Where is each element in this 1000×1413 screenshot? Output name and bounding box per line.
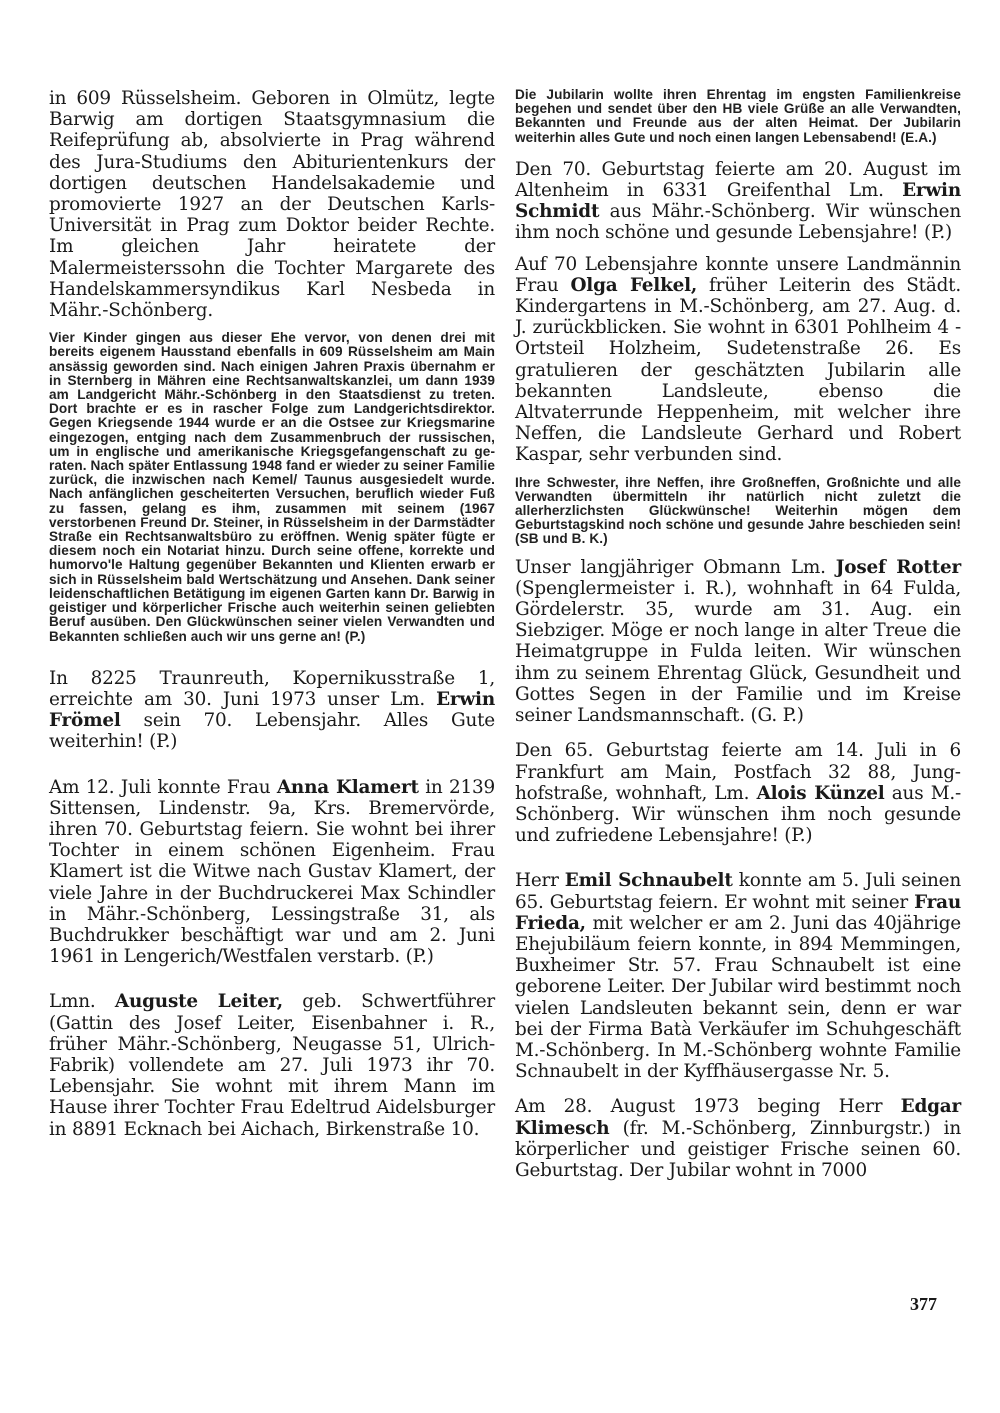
article-erwin-schmidt: [515, 159, 961, 244]
text: Am 28. August 1973 beging Herr: [515, 1096, 901, 1118]
person-name: Frau Frieda,: [515, 891, 961, 934]
person-name: Alois Künzel: [756, 782, 885, 804]
person-name: Erwin Schmidt: [515, 180, 961, 223]
text: Den 65. Geburtstag feierte am 14. Juli in 6 Frankfurt am Main, Postfach 32 88, Junghofstraße, wohnhaft, Lm.: [515, 740, 961, 804]
spacer: [515, 1082, 961, 1096]
article-jubilarin-note: Die Jubilarin wollte ihren Ehrentag im engsten Familienkreise begehen und sendet über den HB viele Grüße an alle Verwandten, Bekannten und Freunde aus der alten Heimat. Der Jubilarin weiterhin alles Gute und noch einen langen Lebensabend! (E.A.): [515, 87, 961, 145]
text: Den 70. Geburtstag feierte am 20. August im Altenheim in 6331 Greifenthal Lm.: [515, 158, 961, 202]
spacer: [515, 145, 961, 159]
article-edgar-klimesch: [515, 1096, 961, 1181]
text: In 8225 Traunreuth, Kopernikusstraße 1, erreichte am 30. Juni 1973 unser Lm.: [49, 667, 495, 710]
page-number: 377: [910, 1294, 937, 1314]
spacer: [49, 967, 495, 991]
text: (fr. M.-Schönberg, Zinnburgstr.) in körperlicher und geistiger Frische seinen 60. Geburtstag. Der Jubilar wohnt in 7000: [515, 1117, 961, 1181]
text: mit welcher er am 2. Juni das 40jährige Ehejubiläum feiern konnte, in 894 Memmingen, Buxheimer Str. 57. Frau Schnaubelt ist eine geborene Leiter. Der Jubilar wird bestimmt noch vielen Landsleuten bekannt sein, denn er war bei der Firma Batà Verkäufer im Schuhgeschäft M.-Schönberg. In M.-Schönberg wohnte Familie Schnaubelt in der Kyffhäusergasse Nr. 5.: [515, 912, 961, 1083]
text: früher Leiterin des Städt. Kindergartens in M.-Schönberg, am 27. Aug. d. J. zurückblicken. Sie wohnt in 6301 Pohlheim 4 - Ortsteil Holzheim, Sudetenstraße 26. Es gratulieren der geschätzten Jubilarin alle bekannten Landsleute, ebenso die Altvaterrunde Heppenheim, mit welcher ihre Neffen, die Landsleute Gerhard und Robert Kaspar, sehr verbunden sind.: [515, 274, 961, 466]
person-name: Anna Klamert: [276, 776, 419, 798]
spacer: [49, 753, 495, 777]
text: konnte am 5. Juli seinen 65. Geburtstag feiern. Er wohnt mit seiner: [515, 870, 961, 913]
spacer: [515, 726, 961, 740]
text: Am 12. Juli konnte Frau: [49, 776, 277, 798]
person-name: Auguste Leiter,: [114, 991, 283, 1013]
person-name: Josef Rotter: [835, 556, 961, 578]
spacer: [515, 846, 961, 870]
text: Herr: [515, 870, 565, 892]
text: Unser langjähriger Obmann Lm.: [515, 556, 836, 578]
right-column: [515, 88, 961, 1181]
person-name: Emil Schnaubelt: [564, 870, 733, 892]
text: Lmn.: [49, 991, 115, 1013]
spacer: [515, 244, 961, 254]
article-anna-klamert: [49, 777, 495, 968]
spacer: [49, 644, 495, 668]
article-josef-rotter: [515, 557, 961, 727]
spacer: [515, 547, 961, 557]
article-felkel-family-greetings: Ihre Schwester, ihre Neffen, ihre Großneffen, Großnichte und alle Verwandten übermitteln ihr natürlich nicht zuletzt die allerherzlichsten Glückwünsche! Weiterhin mögen dem Geburtstagskind noch schöne und gesunde Jahre beschieden sein! (SB und B. K.): [515, 474, 961, 547]
text: aus M.-Schönberg. Wir wünschen ihm noch gesunde und zufriedene Lebensjahre! (P.): [515, 782, 961, 847]
text: (Spenglermeister i. R.), wohnhaft in 64 Fulda, Gördelerstr. 35, wurde am 31. Aug. ein Siebziger. Möge er noch lange in alter Treue die Heimatgruppe in Fulda leiten. Wir wünschen ihm zu seinem Ehrentag Glück, Gesundheit und Gottes Segen in der Familie und im Kreise seiner Landsmannschaft. (G. P.): [515, 577, 961, 727]
person-name: Erwin Frömel: [49, 688, 495, 732]
person-name: Edgar Klimesch: [515, 1096, 961, 1139]
article-emil-schnaubelt: [515, 870, 961, 1082]
person-name: Olga Felkel,: [570, 274, 698, 296]
article-olga-felkel: [515, 254, 961, 466]
text: Auf 70 Lebensjahre konnte unsere Landmännin Frau: [515, 253, 961, 296]
article-erwin-froemel: [49, 668, 495, 753]
text: geb. Schwertführer (Gattin des Josef Leiter, Eisenbahner i. R., früher Mähr.-Schönberg, Neugasse 51, Ulrich-Fabrik) vollendete am 27. Juli 1973 ihr 70. Lebensjahr. Sie wohnt mit ihrem Mann im Hause ihrer Tochter Frau Edeltrud Aidelsburger in 8891 Ecknach bei Aichach, Birkenstraße 10.: [49, 991, 495, 1140]
text: in 2139 Sittensen, Lindenstr. 9a, Krs. Bremervörde, ihren 70. Geburtstag feiern. Sie wohnt bei ihrer Tochter in einem schönen Eigenheim. Frau Klamert ist die Witwe nach Gustav Klamert, der viele Jahre in der Buchdruckerei Max Schindler in Mähr.-Schönberg, Lessingstraße 31, als Buchdrukker beschäftigt war und am 2. Juni 1961 in Lengerich/Westfalen verstarb. (P.): [49, 776, 495, 968]
text: sein 70. Lebensjahr. Alles Gute weiterhin! (P.): [49, 710, 495, 753]
article-alois-kuenzel: [515, 740, 961, 846]
article-barwig-continuation: Vier Kinder gingen aus dieser Ehe vervor, von denen drei mit bereits eigenem Hausstand ebenfalls in 609 Rüsselsheim am Main ansässig geworden sind. Nach einigen Jahren Praxis übernahm er in Sternberg in Mähren eine Rechtsanwaltskanzlei, um dann 1939 am Landgericht Mähr.-Schönberg in den Staatsdienst zu treten. Dort brachte er es in rascher Folge zum Landgerichtsdirektor. Gegen Kriegsende 1944 wurde er an die Ostsee zur Kriegsmarine eingezogen, entging nach dem Zusammenbruch der russischen, um in englische und amerikanische Kriegsgefangenschaft zu geraten. Nach später Entlassung 1948 fand er wieder zu seiner Familie zurück, die inzwischen nach Kemel/ Taunus ausgesiedelt wurde. Nach anfänglichen gescheiterten Versuchen, beruflich wieder Fuß zu fassen, gelang es ihm, zusammen mit seinem (1967 verstorbenen Freund Dr. Steiner, in Rüsselsheim in der Darmstädter Straße ein Rechtsanwaltsbüro zu eröffnen. Wenig später fügte er diesem noch ein Notariat hinzu. Durch seine offene, korrekte und humorvo'le Haltung gegenüber Bekannten und Klienten erwarb er sich in Rüsselsheim bald Wertschätzung und Ansehen. Dank seiner leidenschaftlichen Betätigung im eigenen Garten kann Dr. Barwig in geistiger und körperlicher Frische auch weiterhin seinen geliebten Beruf ausüben. Den Glückwünschen seiner vielen Verwandten und Bekannten schließen auch wir uns gerne an! (P.): [49, 330, 495, 644]
article-barwig-biography: in 609 Rüsselsheim. Geboren in Olmütz, legte Barwig am dortigen Staatsgymnasium die Reifeprüfung ab, absolvierte in Prag während des Jura-Studiums den Abiturientenkurs der dortigen deutschen Handelsakademie und promovierte 1927 an der Deutschen Karls-Universität in Prag zum Doktor beider Rechte. Im gleichen Jahr heiratete der Malermeisterssohn die Tochter Margarete des Handelskammersyndikus Karl Nesbeda in Mähr.-Schönberg.: [49, 88, 495, 322]
article-auguste-leiter: [49, 991, 495, 1139]
left-column: [49, 88, 495, 1140]
text: aus Mähr.-Schönberg. Wir wünschen ihm noch schöne und gesunde Lebensjahre! (P.): [515, 201, 961, 244]
